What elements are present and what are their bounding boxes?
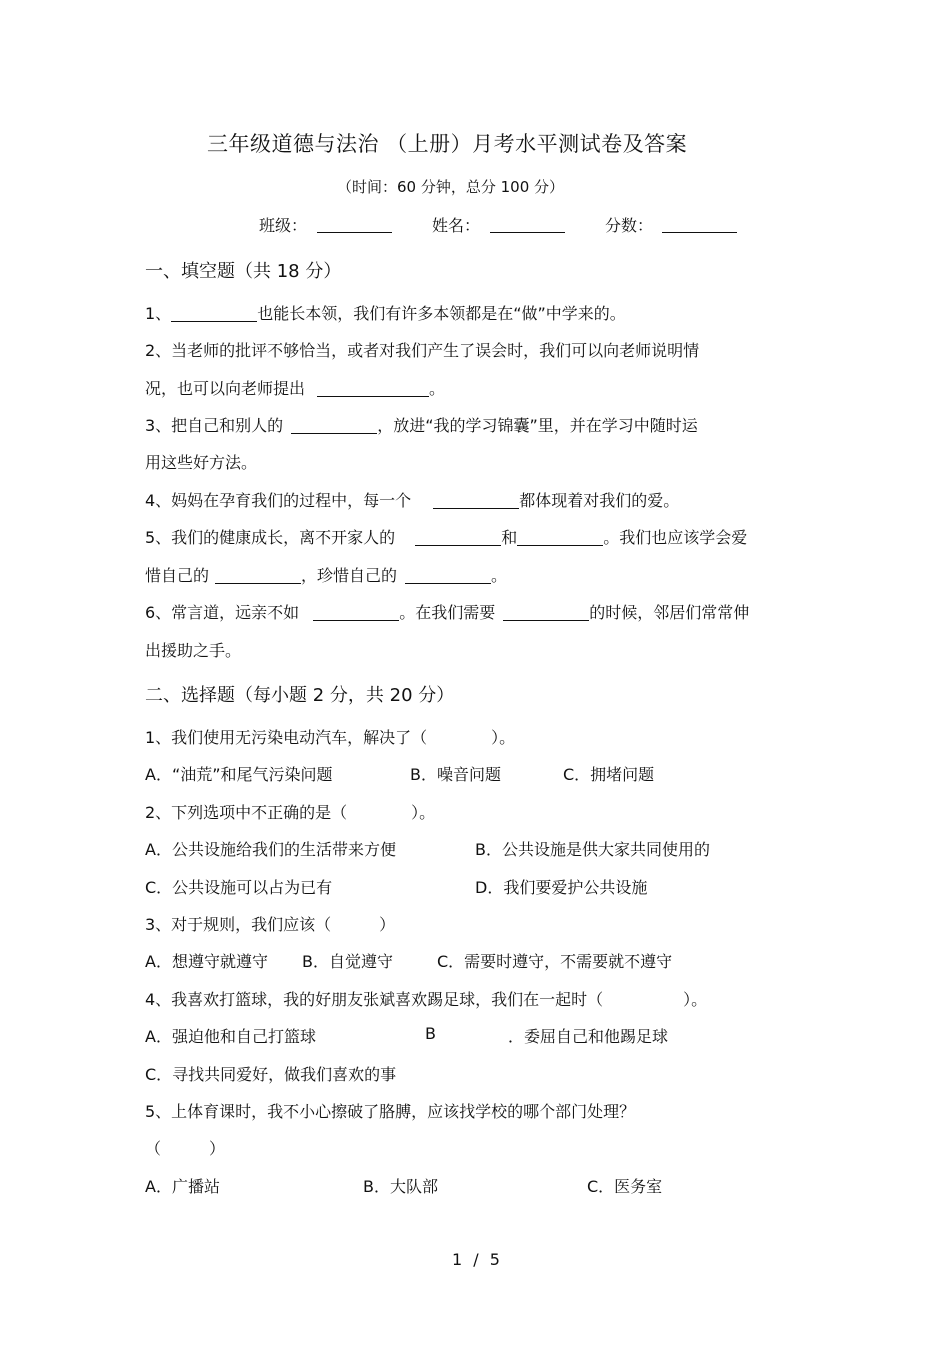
exam-title: 三年级道德与法治 （上册）月考水平测试卷及答案 bbox=[207, 132, 688, 156]
option-a[interactable]: A．广播站 bbox=[145, 1177, 220, 1196]
option-b[interactable]: B．自觉遵守 bbox=[302, 952, 393, 971]
question-6-line2: 出援助之手。 bbox=[145, 641, 242, 660]
question-4-stem: 4、我喜欢打篮球，我的好朋友张斌喜欢踢足球，我们在一起时（ ）。 bbox=[145, 990, 708, 1009]
question-5-line2: 惜自己的 ，珍惜自己的 。 bbox=[145, 566, 508, 585]
name-label: 姓名： bbox=[432, 216, 481, 235]
option-a[interactable]: A．公共设施给我们的生活带来方便 bbox=[145, 840, 396, 859]
option-a[interactable]: A．“油荒”和尾气污染问题 bbox=[145, 765, 333, 784]
question-1: 1、 也能长本领，我们有许多本领都是在“做”中学来的。 bbox=[145, 304, 626, 323]
answer-blank[interactable] bbox=[415, 529, 501, 546]
answer-blank[interactable] bbox=[433, 492, 519, 509]
question-2-stem: 2、下列选项中不正确的是（ ）。 bbox=[145, 803, 436, 822]
option-c[interactable]: C．医务室 bbox=[587, 1177, 663, 1196]
question-1-stem: 1、我们使用无污染电动汽车，解决了（ ）。 bbox=[145, 728, 516, 747]
score-label: 分数： bbox=[605, 216, 654, 235]
option-c[interactable]: C．拥堵问题 bbox=[563, 765, 655, 784]
class-label: 班级： bbox=[259, 216, 308, 235]
option-b[interactable]: B．噪音问题 bbox=[410, 765, 501, 784]
option-c[interactable]: C．需要时遵守，不需要就不遵守 bbox=[437, 952, 673, 971]
class-field[interactable] bbox=[317, 216, 392, 233]
option-b[interactable]: B．大队部 bbox=[363, 1177, 438, 1196]
answer-blank[interactable] bbox=[313, 604, 399, 621]
answer-blank[interactable] bbox=[405, 567, 491, 584]
question-4: 4、妈妈在孕育我们的过程中，每一个 都体现着对我们的爱。 bbox=[145, 491, 680, 510]
question-5-stem: 5、上体育课时，我不小心擦破了胳膊，应该找学校的哪个部门处理？ bbox=[145, 1102, 636, 1121]
option-b[interactable]: B．公共设施是供大家共同使用的 bbox=[475, 840, 710, 859]
question-5-line1: 5、我们的健康成长，离不开家人的 和 。我们也应该学会爱 bbox=[145, 528, 748, 547]
answer-paren[interactable]: （ ） bbox=[145, 1139, 226, 1158]
section-heading: 二、选择题（每小题 2 分，共 20 分） bbox=[145, 685, 455, 706]
name-field[interactable] bbox=[490, 216, 565, 233]
answer-blank[interactable] bbox=[291, 417, 377, 434]
answer-blank[interactable] bbox=[517, 529, 603, 546]
exam-subtitle: （时间：60 分钟，总分 100 分） bbox=[337, 178, 565, 196]
section-heading: 一、填空题（共 18 分） bbox=[145, 261, 342, 282]
option-a[interactable]: A．想遵守就遵守 bbox=[145, 952, 268, 971]
option-a[interactable]: A．强迫他和自己打篮球 bbox=[145, 1027, 316, 1046]
option-b-letter[interactable]: B bbox=[425, 1024, 436, 1043]
option-c[interactable]: C．寻找共同爱好，做我们喜欢的事 bbox=[145, 1065, 397, 1084]
answer-blank[interactable] bbox=[317, 380, 429, 397]
question-6-line1: 6、常言道，远亲不如 。在我们需要 的时候，邻居们常常伸 bbox=[145, 603, 750, 622]
option-c[interactable]: C．公共设施可以占为已有 bbox=[145, 878, 333, 897]
question-3-line1: 3、把自己和别人的 ，放进“我的学习锦囊”里，并在学习中随时运 bbox=[145, 416, 698, 435]
question-3-stem: 3、对于规则，我们应该（ ） bbox=[145, 915, 396, 934]
question-2-line2: 况，也可以向老师提出 。 bbox=[145, 379, 446, 398]
answer-blank[interactable] bbox=[171, 305, 257, 322]
question-3-line2: 用这些好方法。 bbox=[145, 453, 258, 472]
option-b[interactable]: ．委屈自己和他踢足球 bbox=[508, 1027, 669, 1046]
question-2-line1: 2、当老师的批评不够恰当，或者对我们产生了误会时，我们可以向老师说明情 bbox=[145, 341, 700, 360]
page-number: 1 / 5 bbox=[452, 1250, 503, 1269]
answer-blank[interactable] bbox=[503, 604, 589, 621]
answer-blank[interactable] bbox=[215, 567, 301, 584]
option-d[interactable]: D．我们要爱护公共设施 bbox=[475, 878, 648, 897]
score-field[interactable] bbox=[662, 216, 737, 233]
